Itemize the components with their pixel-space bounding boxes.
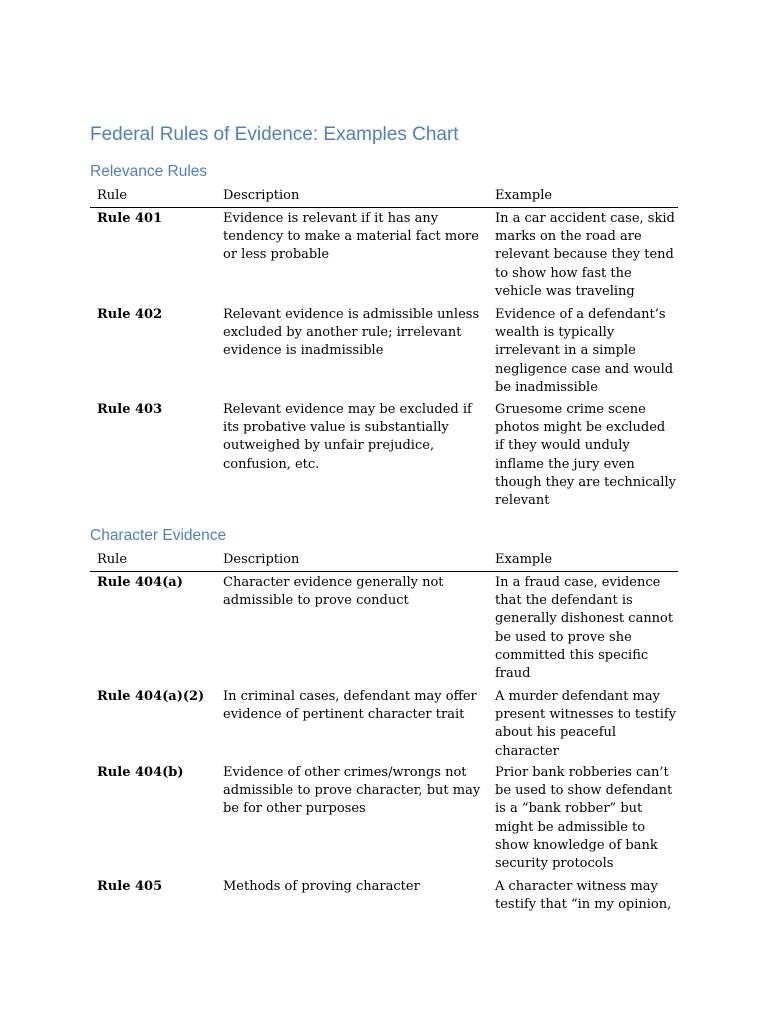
- page-title: Federal Rules of Evidence: Examples Chart: [90, 124, 459, 145]
- section-heading-character: Character Evidence: [90, 527, 227, 544]
- example-cell: A character witness may testify that “in my opinion,: [495, 879, 672, 913]
- example-cell: A murder defendant may present witnesses to testify about his peaceful character: [495, 689, 677, 759]
- table-header: [90, 187, 678, 208]
- example-cell: In a fraud case, evidence that the defendant is generally dishonest cannot be used to prove she committed this specific fraud: [495, 575, 674, 682]
- example-cell: In a car accident case, skid marks on the road are relevant because they tend to show how fast the vehicle was traveling: [495, 211, 675, 299]
- column-header-description: Description: [223, 552, 300, 567]
- section-heading-relevance: Relevance Rules: [90, 163, 208, 180]
- rule-cell: Rule 404(a): [97, 575, 183, 590]
- description-cell: Methods of proving character: [223, 879, 420, 894]
- column-header-example: Example: [495, 552, 553, 567]
- example-cell: Prior bank robberies can’t be used to show defendant is a “bank robber” but might be admissible to show knowledge of bank security protocols: [495, 765, 673, 872]
- description-cell: Evidence of other crimes/wrongs not admissible to prove character, but may be for other purposes: [223, 765, 481, 817]
- description-cell: Character evidence generally not admissible to prove conduct: [223, 575, 444, 609]
- character-evidence-table: [90, 551, 678, 913]
- rule-cell: Rule 404(b): [97, 765, 184, 780]
- example-cell: Gruesome crime scene photos might be excluded if they would unduly inflame the jury even though they are technically relevant: [495, 402, 676, 509]
- description-cell: Evidence is relevant if it has any tendency to make a material fact more or less probable: [223, 211, 479, 263]
- relevance-rules-table: [90, 187, 678, 509]
- column-header-description: Description: [223, 188, 300, 203]
- description-cell: In criminal cases, defendant may offer evidence of pertinent character trait: [223, 689, 477, 723]
- rule-cell: Rule 403: [97, 402, 163, 417]
- description-cell: Relevant evidence may be excluded if its probative value is substantially outweighed by unfair prejudice, confusion, etc.: [223, 402, 472, 472]
- rule-cell: Rule 402: [97, 307, 163, 322]
- column-header-example: Example: [495, 188, 553, 203]
- column-header-rule: Rule: [97, 188, 128, 203]
- table-header: [90, 551, 678, 572]
- example-cell: Evidence of a defendant’s wealth is typically irrelevant in a simple negligence case and would be inadmissible: [495, 307, 674, 395]
- rule-cell: Rule 401: [97, 211, 163, 226]
- description-cell: Relevant evidence is admissible unless excluded by another rule; irrelevant evidence is inadmissible: [223, 307, 480, 359]
- column-header-rule: Rule: [97, 552, 128, 567]
- rule-cell: Rule 404(a)(2): [97, 689, 205, 704]
- rule-cell: Rule 405: [97, 879, 163, 894]
